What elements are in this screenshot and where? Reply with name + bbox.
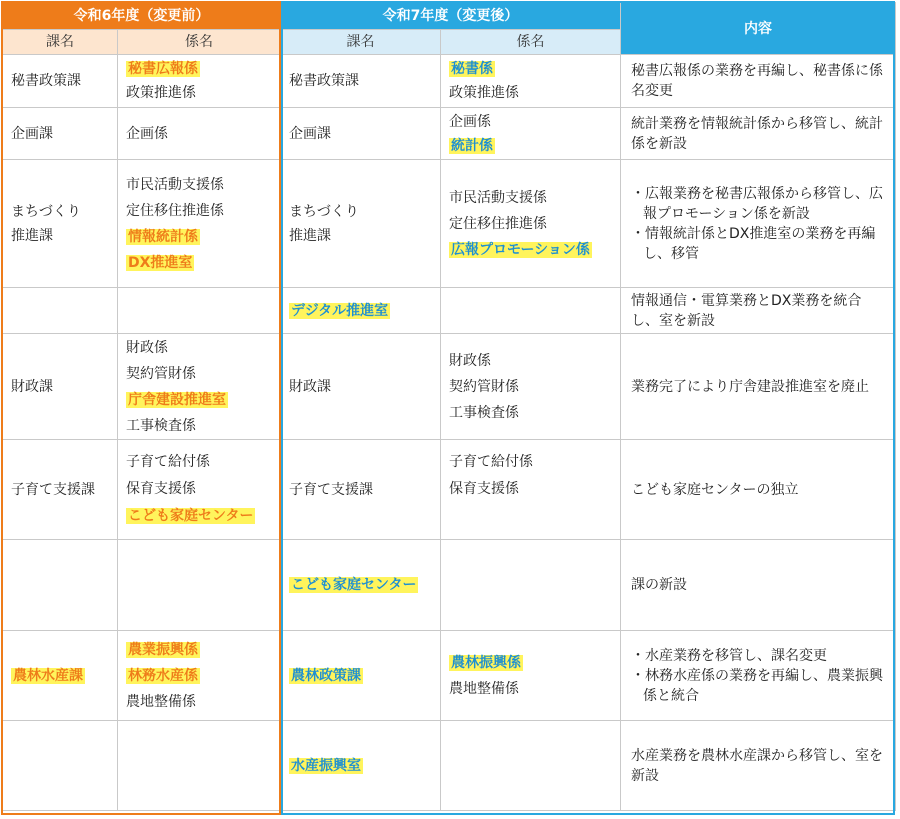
- table-row: [3, 160, 896, 288]
- change-content: [621, 160, 896, 288]
- content-header: 内容: [621, 3, 896, 55]
- old-section-empty: [3, 721, 118, 811]
- old-section: 秘書政策課: [3, 55, 118, 108]
- new-unit: 子育て給付係: [449, 454, 533, 470]
- new-units: [441, 160, 621, 288]
- old-units: [118, 631, 281, 721]
- old-header: 令和6年度（変更前）: [3, 3, 281, 30]
- change-content: 秘書広報係の業務を再編し、秘書係に係名変更: [621, 55, 896, 108]
- old-unit-changed: 農業振興係: [128, 641, 198, 658]
- old-section: [3, 631, 118, 721]
- old-unit: 保育支援係: [126, 481, 196, 497]
- new-section-added: デジタル推進室: [291, 302, 389, 319]
- old-unit-col-header: 係名: [118, 30, 281, 55]
- new-section-col-header: 課名: [281, 30, 441, 55]
- old-unit: 財政係: [126, 339, 168, 356]
- new-section: [281, 631, 441, 721]
- old-units: [118, 108, 281, 160]
- content-bullet: ・水産業務を移管し、課名変更: [631, 647, 827, 664]
- change-content: 業務完了により庁舎建設推進室を廃止: [621, 334, 896, 440]
- reorg-table: [2, 2, 896, 811]
- table-row: [3, 108, 896, 160]
- new-units: [441, 334, 621, 440]
- change-content: 情報通信・電算業務とDX業務を統合し、室を新設: [621, 288, 896, 334]
- old-unit: 子育て給付係: [126, 454, 210, 470]
- new-unit: 財政係: [449, 352, 491, 369]
- old-unit: 農地整備係: [126, 693, 196, 710]
- old-section-line: 推進課: [11, 227, 53, 244]
- old-section: [3, 160, 118, 288]
- old-section-changed: 農林水産課: [13, 667, 83, 684]
- change-content: 統計業務を情報統計係から移管し、統計係を新設: [621, 108, 896, 160]
- new-unit: 工事検査係: [449, 404, 519, 421]
- table-row: [3, 540, 896, 631]
- old-unit-removed: 秘書広報係: [128, 61, 198, 77]
- old-section-empty: [3, 540, 118, 631]
- content-bullet: ・情報統計係とDX推進室の業務を再編し、移管: [631, 225, 876, 262]
- old-unit: 政策推進係: [126, 85, 196, 101]
- content-bullet: ・林務水産係の業務を再編し、農業振興係と統合: [631, 667, 883, 704]
- new-section-changed: 農林政策課: [291, 667, 361, 684]
- new-unit: 保育支援係: [449, 481, 519, 497]
- old-section: 財政課: [3, 334, 118, 440]
- new-unit: 定住移住推進係: [449, 215, 547, 232]
- new-section: [281, 721, 441, 811]
- change-content: 水産業務を農林水産課から移管し、室を新設: [621, 721, 896, 811]
- table-row: [3, 55, 896, 108]
- content-bullet: ・広報業務を秘書広報係から移管し、広報プロモーション係を新設: [631, 185, 883, 222]
- new-unit-added: 秘書係: [451, 61, 493, 77]
- old-unit: 定住移住推進係: [126, 202, 224, 219]
- new-section-line: まちづくり: [289, 203, 359, 220]
- old-unit: 工事検査係: [126, 417, 196, 434]
- old-units-empty: [118, 540, 281, 631]
- old-section: 企画課: [3, 108, 118, 160]
- new-section: [281, 540, 441, 631]
- new-unit: 政策推進係: [449, 85, 519, 101]
- new-section-line: 推進課: [289, 227, 331, 244]
- new-unit-changed: 農林振興係: [451, 654, 521, 671]
- old-units-empty: [118, 721, 281, 811]
- new-section: 企画課: [281, 108, 441, 160]
- old-unit-removed: 庁舎建設推進室: [128, 391, 226, 408]
- change-content: [621, 631, 896, 721]
- old-unit-removed: 情報統計係: [128, 228, 198, 245]
- new-section: [281, 288, 441, 334]
- table-row: [3, 334, 896, 440]
- change-content: こども家庭センターの独立: [621, 440, 896, 540]
- new-section-added: こども家庭センター: [291, 577, 417, 593]
- table-row: [3, 721, 896, 811]
- old-section-col-header: 課名: [3, 30, 118, 55]
- table-row: [3, 288, 896, 334]
- new-units: [441, 108, 621, 160]
- new-units: [441, 440, 621, 540]
- new-unit-added: 広報プロモーション係: [451, 241, 590, 258]
- new-unit: 農地整備係: [449, 680, 519, 697]
- new-section: 秘書政策課: [281, 55, 441, 108]
- new-units-empty: [441, 288, 621, 334]
- old-units-empty: [118, 288, 281, 334]
- new-unit: 企画係: [449, 113, 491, 130]
- old-section-empty: [3, 288, 118, 334]
- old-section: 子育て支援課: [3, 440, 118, 540]
- old-section-line: まちづくり: [11, 203, 81, 220]
- old-units: [118, 160, 281, 288]
- old-unit-removed: DX推進室: [128, 254, 193, 271]
- new-units-empty: [441, 721, 621, 811]
- new-section-added: 水産振興室: [291, 757, 361, 774]
- new-units: [441, 55, 621, 108]
- new-unit: 契約管財係: [449, 378, 519, 395]
- old-unit: 企画係: [126, 125, 168, 142]
- new-section: [281, 160, 441, 288]
- new-header: 令和7年度（変更後）: [281, 3, 621, 30]
- table-row: [3, 631, 896, 721]
- old-units: [118, 440, 281, 540]
- new-unit-added: 統計係: [451, 137, 493, 154]
- new-unit-col-header: 係名: [441, 30, 621, 55]
- old-unit-removed: こども家庭センター: [128, 508, 254, 524]
- new-units-empty: [441, 540, 621, 631]
- old-units: [118, 334, 281, 440]
- new-section: 財政課: [281, 334, 441, 440]
- new-section: 子育て支援課: [281, 440, 441, 540]
- old-unit: 市民活動支援係: [126, 176, 224, 193]
- old-units: [118, 55, 281, 108]
- old-unit-changed: 林務水産係: [128, 667, 198, 684]
- header-row: [3, 3, 896, 30]
- change-content: 課の新設: [621, 540, 896, 631]
- new-units: [441, 631, 621, 721]
- old-unit: 契約管財係: [126, 365, 196, 382]
- table-row: [3, 440, 896, 540]
- new-unit: 市民活動支援係: [449, 189, 547, 206]
